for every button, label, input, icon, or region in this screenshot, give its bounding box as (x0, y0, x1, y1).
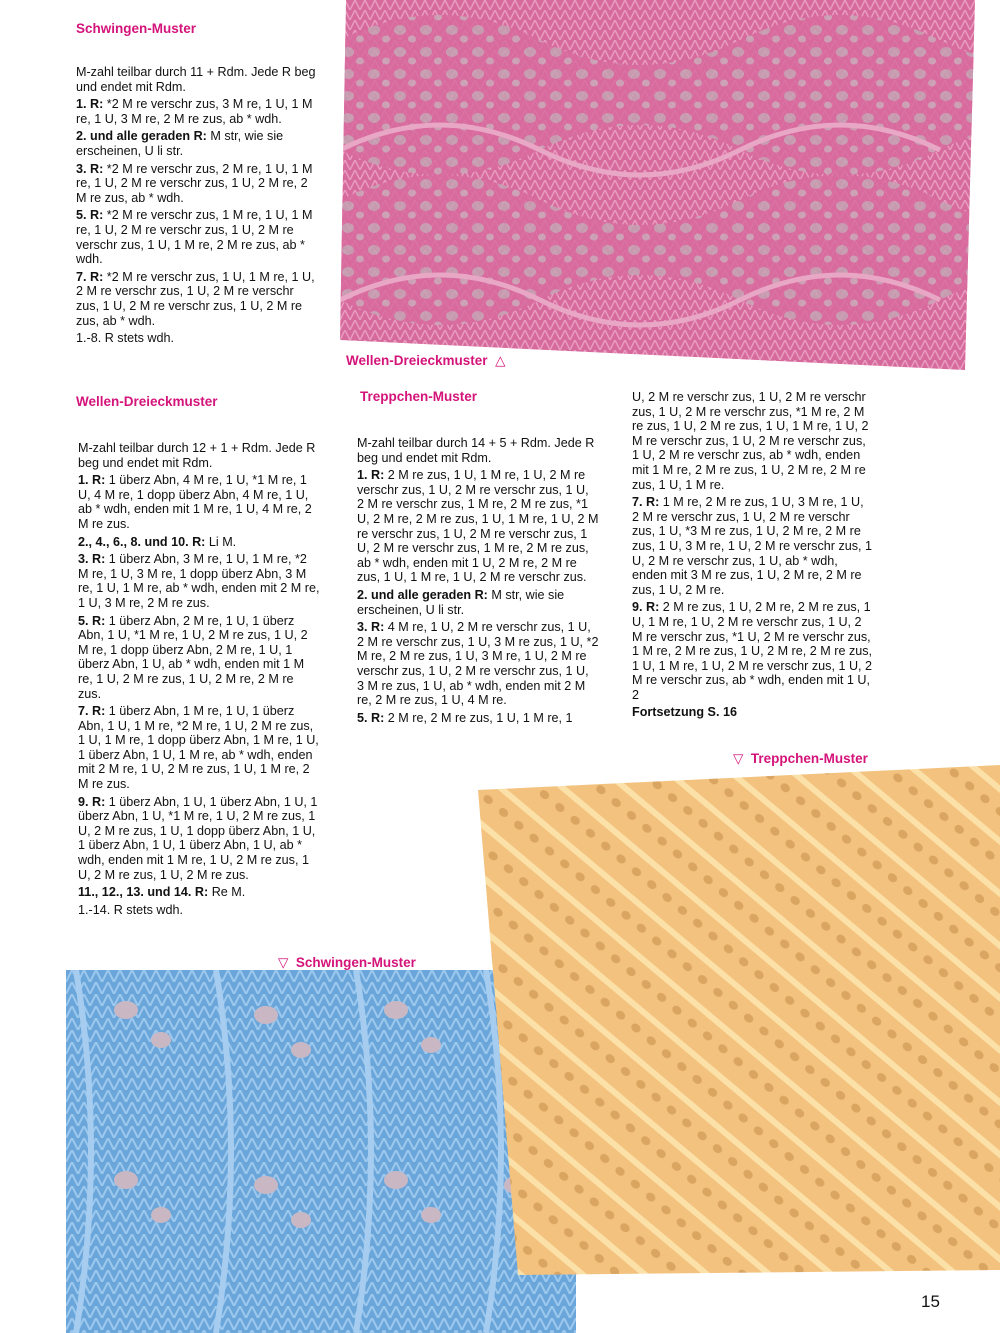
schwingen-caption: ▽ Schwingen-Muster (278, 955, 416, 970)
schwingen-outro: 1.-8. R stets wdh. (76, 331, 174, 346)
triangle-up-icon: △ (495, 353, 506, 368)
treppchen-instructions-continued (632, 390, 874, 723)
wellen-row: 9. R: 1 überz Abn, 1 U, 1 überz Abn, 1 U, 1 überz Abn, 1 U, *1 M re, 1 U, 2 M re zus, 1 U, 2 M re zus, 1 U, 1 dopp überz Abn, 1 U, 1 überz Abn, 1 U, 1 überz Abn, 1 U, ab * wdh, enden mit 1 M re, 1 U, 2 M re zus, 1 U, 2 M re zus, 1 U, 2 M re zus. (78, 794, 318, 882)
schwingen-row: 3. R: *2 M re verschr zus, 2 M re, 1 U, 1 M re, 1 U, 2 M re verschr zus, 1 U, 2 M re, 2 M re zus, ab * wdh. (76, 161, 313, 205)
treppchen-row: 1. R: 2 M re zus, 1 U, 1 M re, 1 U, 2 M re verschr zus, 1 U, 2 M re verschr zus, 1 U, 2 M re verschr zus, 1 M re, 2 M re zus, *1 U, 2 M re, 2 M re zus, 1 U, 1 M re, 1 U, 2 M re verschr zus, 1 U, 2 M re verschr zus, 1 U, 2 M re verschr zus, 1 M re, 2 M re zus, ab * wdh, enden mit 1 U, 2 M re, 2 M re zus, 1 U, 1 M re, 1 U, 2 M re verschr zus. (357, 468, 599, 585)
schwingen-row: 5. R: *2 M re verschr zus, 1 M re, 1 U, 1 M re, 1 U, 2 M re verschr zus, 1 U, 2 M re verschr zus, 1 U, 1 M re, 2 M re zus, ab * wdh. (76, 208, 313, 267)
wellen-dreieck-photo (340, 0, 975, 370)
treppchen-caption: ▽ Treppchen-Muster (733, 751, 868, 766)
continued-note: Fortsetzung S. 16 (632, 705, 737, 720)
wellen-row: 2., 4., 6., 8. und 10. R: Li M. (78, 534, 237, 549)
wellen-row: 1. R: 1 überz Abn, 4 M re, 1 U, *1 M re, 1 U, 4 M re, 1 dopp überz Abn, 4 M re, 1 U, ab * wdh, enden mit 1 M re, 1 U, 4 M re, 2 M re zus. (78, 473, 312, 531)
treppchen-row: 2. und alle geraden R: M str, wie sie erscheinen, U li str. (357, 587, 565, 617)
treppchen-row: 5. R: 2 M re, 2 M re zus, 1 U, 1 M re, 1 (357, 710, 573, 725)
schwingen-instructions (76, 65, 320, 349)
triangle-down-icon: ▽ (733, 751, 744, 766)
wellen-outro: 1.-14. R stets wdh. (78, 902, 183, 917)
treppchen-instructions (357, 436, 599, 728)
wellen-intro: M-zahl teilbar durch 12 + 1 + Rdm. Jede R beg und endet mit Rdm. (78, 441, 316, 470)
treppchen-row: 3. R: 4 M re, 1 U, 2 M re verschr zus, 1 U, 2 M re verschr zus, 1 U, 3 M re zus, 1 U, *2 M re, 2 M re zus, 1 U, 3 M re, 1 U, 2 M re verschr zus, 1 U, 2 M re verschr zus, 1 U, 3 M re zus, 1 U, ab * wdh, enden mit 2 M re, 2 M re zus, 1 U, 4 M re. (357, 620, 599, 708)
treppchen-row: 9. R: 2 M re zus, 1 U, 2 M re, 2 M re zus, 1 U, 1 M re, 1 U, 2 M re verschr zus, 1 U, 2 M re verschr zus, *1 U, 2 M re verschr zus, 1 M re, 2 M re zus, 1 U, 2 M re, 2 M re zus, 1 U, 1 M re, 1 U, 2 M re verschr zus, 1 U, 2 M re verschr zus, ab * wdh, enden mit 1 U, 2 (632, 600, 873, 702)
treppchen-intro: M-zahl teilbar durch 14 + 5 + Rdm. Jede R beg und endet mit Rdm. (357, 436, 595, 465)
schwingen-row: 7. R: *2 M re verschr zus, 1 U, 1 M re, 1 U, 2 M re verschr zus, 1 U, 2 M re verschr zus, 1 U, 2 M re verschr zus, 1 U, 2 M re zus, ab * wdh. (76, 269, 315, 328)
wellen-caption: Wellen-Dreieckmuster △ (346, 353, 506, 368)
wellen-row: 11., 12., 13. und 14. R: Re M. (78, 885, 246, 900)
treppchen-title: Treppchen-Muster (360, 389, 478, 404)
page-number: 15 (921, 1292, 940, 1311)
treppchen-cont-text: U, 2 M re verschr zus, 1 U, 2 M re verschr zus, 1 U, 2 M re verschr zus, *1 M re, 2 M re zus, 1 U, 2 M re zus, 1 U, 1 M re, 1 U, 2 M re verschr zus, 1 U, 2 M re verschr zus, 1 U, 2 M re verschr zus, ab * wdh, enden mit 1 M re, 2 M re zus, 1 U, 2 M re, 2 M re zus, 1 U, 1 M re. (632, 390, 869, 492)
treppchen-row: 7. R: 1 M re, 2 M re zus, 1 U, 3 M re, 1 U, 2 M re verschr zus, 1 U, 2 M re verschr zus, 1 U, *3 M re zus, 1 U, 2 M re, 2 M re zus, 1 U, 3 M re, 1 U, 2 M re verschr zus, 1 U, 2 M re verschr zus, 1 U, ab * wdh, enden mit 3 M re zus, 1 U, 2 M re, 2 M re zus, 1 U, 2 M re. (632, 495, 873, 597)
wellen-row: 7. R: 1 überz Abn, 1 M re, 1 U, 1 überz Abn, 1 U, 1 M re, *2 M re, 1 U, 2 M re zus, 1 U, 1 M re, 1 dopp überz Abn, 1 M re, 1 U, 1 überz Abn, 1 U, 1 M re, ab * wdh, enden mit 2 M re, 1 U, 2 M re zus, 1 U, 1 M re, 2 M re zus. (78, 704, 319, 792)
treppchen-photo (478, 765, 1000, 1275)
schwingen-title: Schwingen-Muster (76, 21, 197, 36)
triangle-down-icon: ▽ (278, 955, 289, 970)
schwingen-row: 1. R: *2 M re verschr zus, 3 M re, 1 U, 1 M re, 1 U, 3 M re, 2 M re zus, ab * wdh. (76, 97, 313, 126)
schwingen-intro: M-zahl teilbar durch 11 + Rdm. Jede R beg und endet mit Rdm. (76, 65, 316, 94)
wellen-instructions (78, 441, 320, 920)
wellen-title: Wellen-Dreieckmuster (76, 394, 218, 409)
wellen-row: 5. R: 1 überz Abn, 2 M re, 1 U, 1 überz Abn, 1 U, *1 M re, 1 U, 2 M re zus, 1 U, 2 M re, 1 dopp überz Abn, 2 M re, 1 U, 1 überz Abn, 1 U, ab * wdh, enden mit 1 M re, 1 U, 2 M re zus, 1 U, 2 M re, 2 M re zus. (78, 613, 308, 701)
wellen-row: 3. R: 1 überz Abn, 3 M re, 1 U, 1 M re, *2 M re, 1 U, 3 M re, 1 dopp überz Abn, 3 M re, 1 U, 1 M re, ab * wdh, enden mit 2 M re, 1 U, 3 M re, 2 M re zus. (78, 552, 320, 610)
schwingen-row: 2. und alle geraden R: M str, wie sie erscheinen, U li str. (76, 129, 284, 158)
